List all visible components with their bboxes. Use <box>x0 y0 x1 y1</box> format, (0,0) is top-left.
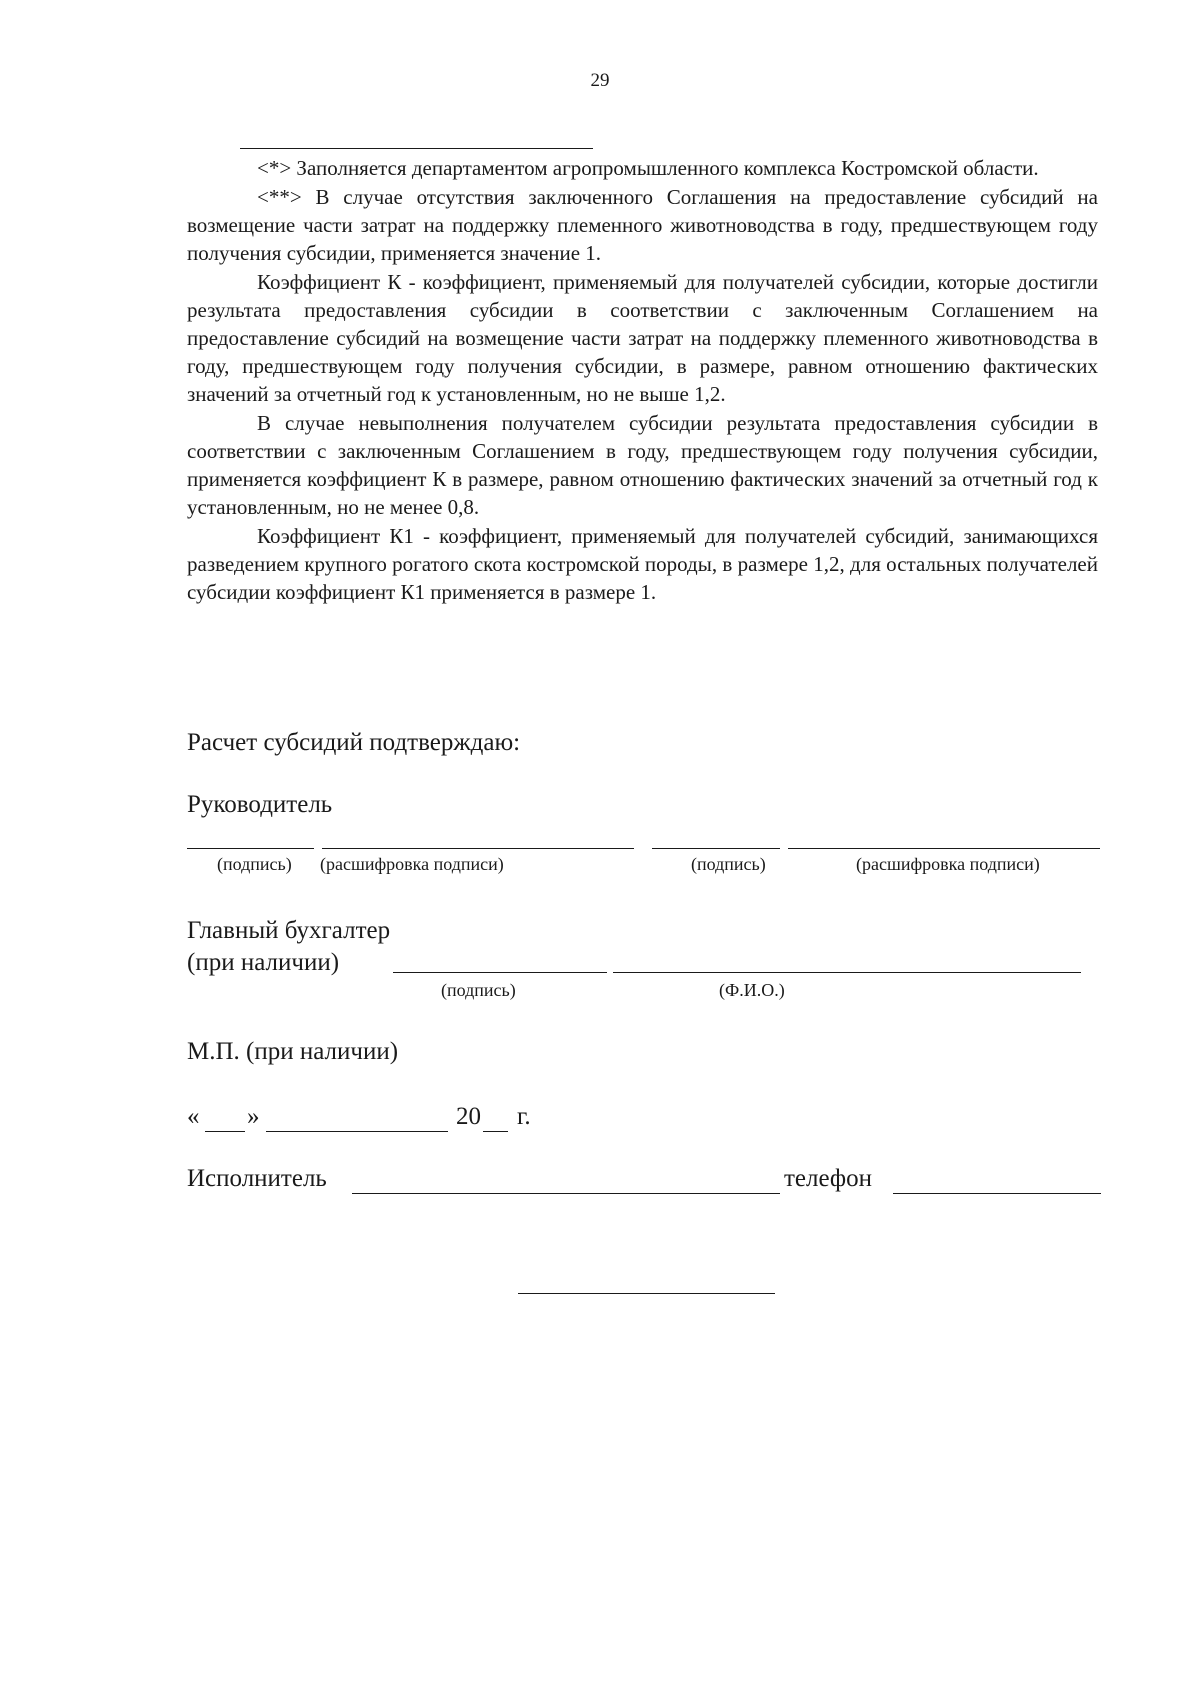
accountant-signature-line[interactable] <box>393 972 607 973</box>
date-open-quote: « <box>187 1103 200 1130</box>
footnote-2: <**> В случае отсутствия заключенного Соглашения на предоставление субсидий на возмещение части затрат на поддержку племенного животноводства в году, предшествующем году получения субсидии, применяется значение 1. <box>187 185 1098 265</box>
accountant-note: (при наличии) <box>187 949 340 976</box>
confirmation-heading: Расчет субсидий подтверждаю: <box>187 729 521 756</box>
date-year-prefix: 20 <box>456 1103 481 1130</box>
footnote-1: <*> Заполняется департаментом агропромышленного комплекса Костромской области. <box>257 156 1039 180</box>
end-separator <box>518 1293 775 1294</box>
head-name-line-1[interactable] <box>322 848 634 849</box>
page-number: 29 <box>590 70 610 91</box>
accountant-name-line[interactable] <box>613 972 1081 973</box>
executor-field[interactable] <box>352 1193 780 1194</box>
footnote-separator <box>240 148 593 149</box>
phone-label: телефон <box>784 1165 872 1192</box>
caption-signature-2: (подпись) <box>691 854 766 874</box>
accountant-label: Главный бухгалтер <box>187 917 391 944</box>
footnote-3: Коэффициент К - коэффициент, применяемый для получателей субсидии, которые достигли результата предоставления субсидии в соответствии с заключенным Соглашением на предоставление субсидий на возмещение части затрат на поддержку племенного животноводства в году, предшествующем году получения субсидии, в размере, равном отношению фактических значений за отчетный год к установленным, но не выше 1,2. <box>187 270 1098 406</box>
caption-name-1: (расшифровка подписи) <box>320 854 504 874</box>
date-month-field[interactable] <box>266 1131 448 1132</box>
footnotes <box>187 154 1098 607</box>
caption-name-2: (расшифровка подписи) <box>856 854 1040 874</box>
head-label: Руководитель <box>187 791 333 818</box>
phone-field[interactable] <box>893 1193 1101 1194</box>
head-signature-line-1[interactable] <box>187 848 314 849</box>
date-year-field[interactable] <box>483 1131 508 1132</box>
date-year-suffix: г. <box>517 1103 531 1130</box>
caption-accountant-signature: (подпись) <box>441 980 516 1000</box>
caption-signature-1: (подпись) <box>217 854 292 874</box>
caption-accountant-name: (Ф.И.О.) <box>719 980 785 1000</box>
stamp-label: М.П. (при наличии) <box>187 1038 399 1065</box>
executor-label: Исполнитель <box>187 1165 327 1192</box>
date-day-field[interactable] <box>205 1131 245 1132</box>
footnote-4: В случае невыполнения получателем субсидии результата предоставления субсидии в соответствии с заключенным Соглашением в году, предшествующем году получения субсидии, применяется коэффициент К в размере, равном отношению фактических значений за отчетный год к установленным, но не менее 0,8. <box>187 411 1098 519</box>
head-name-line-2[interactable] <box>788 848 1100 849</box>
footnote-5: Коэффициент К1 - коэффициент, применяемый для получателей субсидий, занимающихся разведением крупного рогатого скота костромской породы, в размере 1,2, для остальных получателей субсидии коэффициент К1 применяется в размере 1. <box>187 524 1098 604</box>
head-signature-line-2[interactable] <box>652 848 780 849</box>
date-close-quote: » <box>247 1103 260 1130</box>
